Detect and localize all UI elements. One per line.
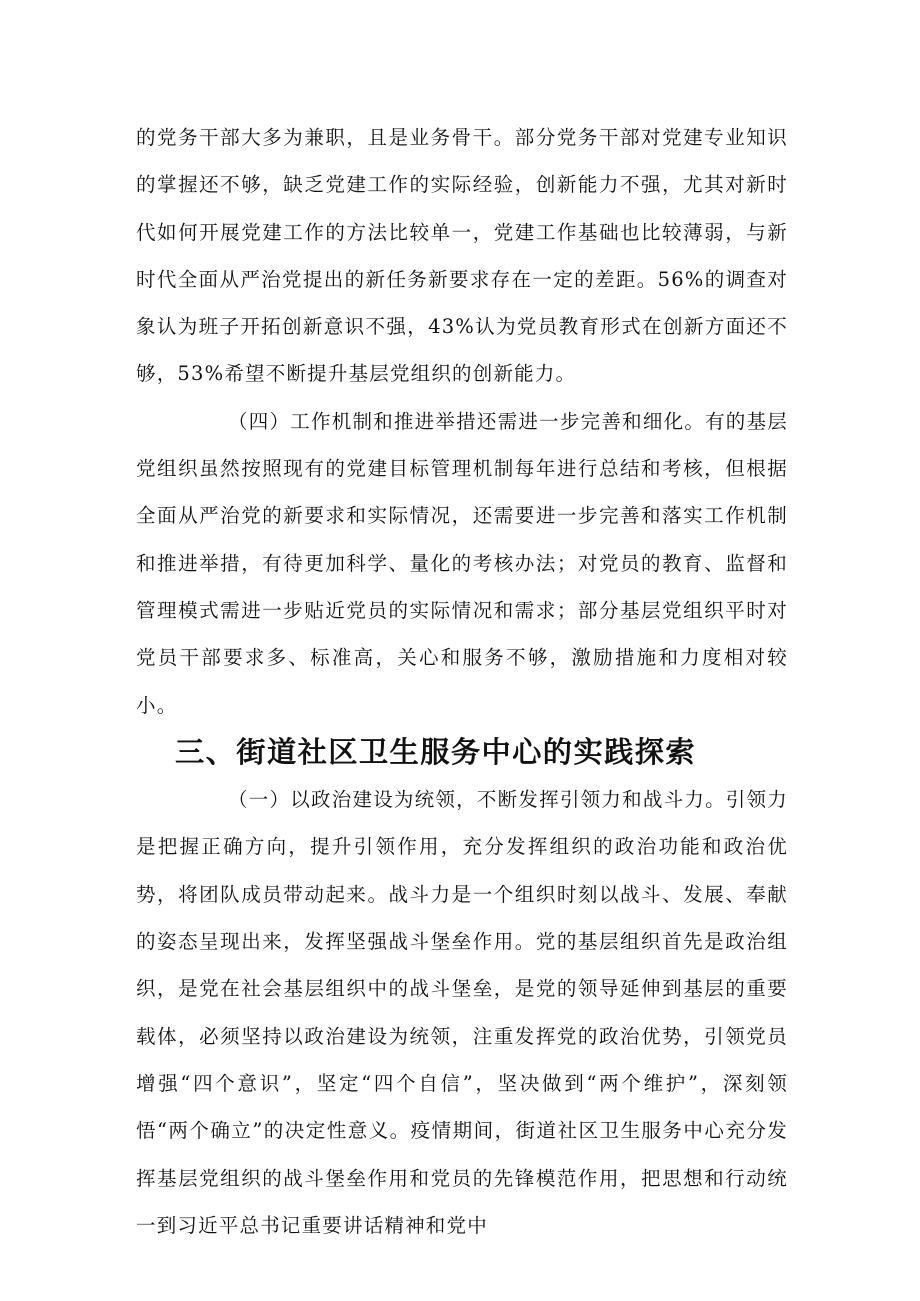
paragraph-work-mechanism: （四）工作机制和推进举措还需进一步完善和细化。有的基层党组织虽然按照现有的党建目标管理机制每年进行总结和考核，但根据全面从严治党的新要求和实际情况，还需要进一步完善和落实工作机制和推进举措，有待更加科学、量化的考核办法；对党员的教育、监督和管理模式需进一步贴近党员的实际情况和需求；部分基层党组织平时对党员干部要求多、标准高，关心和服务不够，激励措施和力度相对较小。 [136, 409, 788, 717]
paragraph-political-construction: （一）以政治建设为统领，不断发挥引领力和战斗力。引领力是把握正确方向，提升引领作用，充分发挥组织的政治功能和政治优势，将团队成员带动起来。战斗力是一个组织时刻以战斗、发展、奉献的姿态呈现出来，发挥坚强战斗堡垒作用。党的基层组织首先是政治组织，是党在社会基层组织中的战斗堡垒，是党的领导延伸到基层的重要载体，必须坚持以政治建设为统领，注重发挥党的政治优势，引领党员增强“四个意识”，坚定“四个自信”，坚决做到“两个维护”，深刻领悟“两个确立”的决定性意义。疫情期间，街道社区卫生服务中心充分发挥基层党组织的战斗堡垒作用和党员的先锋模范作用，把思想和行动统一到习近平总书记重要讲话精神和党中 [136, 788, 788, 1237]
paragraph-party-cadre-capacity: 的党务干部大多为兼职，且是业务骨干。部分党务干部对党建专业知识的掌握还不够，缺乏党建工作的实际经验，创新能力不强，尤其对新时代如何开展党建工作的方法比较单一，党建工作基础也比较薄弱，与新时代全面从严治党提出的新任务新要求存在一定的差距。56%的调查对象认为班子开拓创新意识不强，43%认为党员教育形式在创新方面还不够，53%希望不断提升基层党组织的创新能力。 [136, 126, 788, 386]
document-body [136, 114, 788, 1249]
section-heading-practice-exploration: 三、街道社区卫生服务中心的实践探索 [175, 734, 697, 769]
